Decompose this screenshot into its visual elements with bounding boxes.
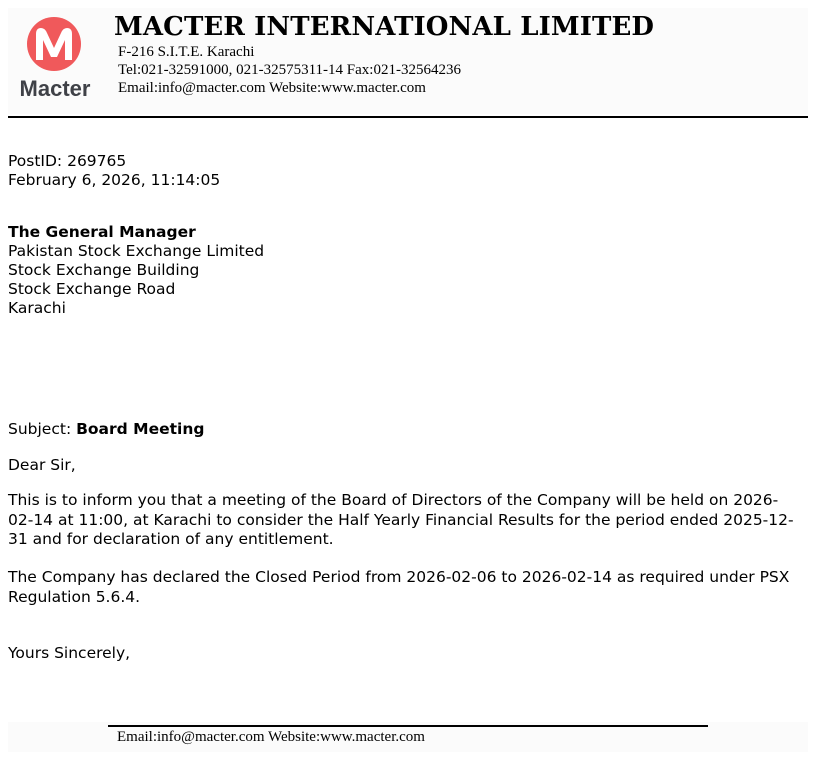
subject-line <box>8 420 204 439</box>
recipient-title: The General Manager <box>8 223 196 241</box>
letter-footer <box>8 722 808 752</box>
letterhead <box>8 8 808 114</box>
company-phones: Tel:021-32591000, 021-32575311-14 Fax:021-32564236 <box>118 62 461 78</box>
macter-logo <box>10 16 100 100</box>
salutation: Dear Sir, <box>8 456 76 474</box>
recipient-line: Pakistan Stock Exchange Limited <box>8 242 265 260</box>
body-paragraph: This is to inform you that a meeting of the Board of Directors of the Company will be held on 2026-02-14 at 11:00, at Karachi to consider the Half Yearly Financial Results for the period ended 2025-12-31 and for declaration of any entitlement. <box>8 491 794 548</box>
subject-text: Board Meeting <box>76 420 205 438</box>
post-id: PostID: 269765 <box>8 152 127 170</box>
recipient-line: Stock Exchange Building <box>8 261 200 279</box>
closing: Yours Sincerely, <box>8 644 131 662</box>
company-contact: Email:info@macter.com Website:www.macter.com <box>118 80 426 96</box>
post-date: February 6, 2026, 11:14:05 <box>8 171 221 189</box>
header-divider <box>8 116 808 118</box>
subject-label: Subject: <box>8 420 77 438</box>
body-paragraph: The Company has declared the Closed Period from 2026-02-06 to 2026-02-14 as required under PSX Regulation 5.6.4. <box>8 568 790 606</box>
logo-wordmark: Macter <box>19 76 91 100</box>
footer-divider <box>108 725 708 727</box>
company-name: MACTER INTERNATIONAL LIMITED <box>114 12 655 42</box>
recipient-line: Karachi <box>8 299 66 317</box>
recipient-line: Stock Exchange Road <box>8 280 176 298</box>
company-address: F-216 S.I.T.E. Karachi <box>118 44 255 60</box>
footer-contact: Email:info@macter.com Website:www.macter.com <box>117 729 425 745</box>
